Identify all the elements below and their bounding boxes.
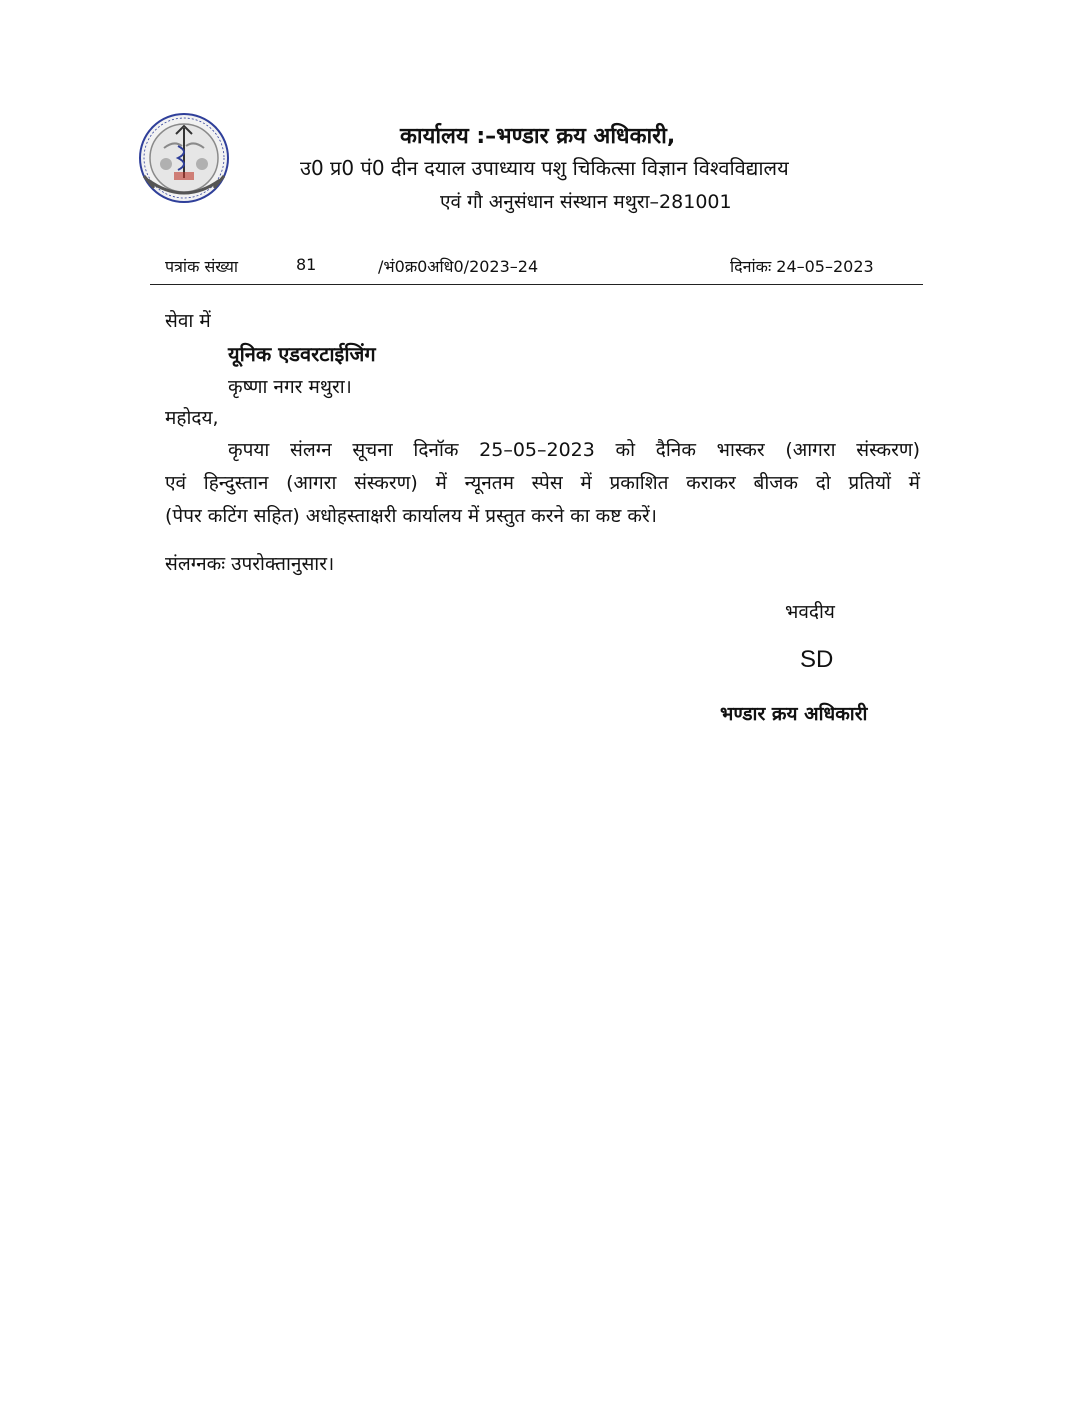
reference-code: /भं0क्र0अधि0/2023–24 xyxy=(378,257,539,276)
addressee-address: कृष्णा नगर मथुरा। xyxy=(228,376,352,398)
header-divider xyxy=(150,284,923,285)
university-seal-icon xyxy=(130,110,238,210)
office-title: कार्यालय :–भण्डार क्रय अधिकारी, xyxy=(400,124,676,149)
signature: SD xyxy=(800,646,834,673)
university-logo xyxy=(130,110,238,210)
salutation-to: सेवा में xyxy=(165,310,211,332)
body-line-3: (पेपर कटिंग सहित) अधोहस्ताक्षरी कार्यालय में प्रस्तुत करने का कष्ट करें। xyxy=(165,505,657,527)
addressee-name: यूनिक एडवरटाईजिंग xyxy=(228,342,376,366)
enclosure-note: संलग्नकः उपरोक्तानुसार। xyxy=(165,553,335,575)
letter-date: दिनांकः 24–05–2023 xyxy=(730,257,874,276)
institute-name: एवं गौ अनुसंधान संस्थान मथुरा–281001 xyxy=(440,191,732,213)
designation: भण्डार क्रय अधिकारी xyxy=(720,703,868,725)
body-line-2: एवं हिन्दुस्तान (आगरा संस्करण) में न्यूनतम स्पेस में प्रकाशित कराकर बीजक दो प्रतियों में xyxy=(165,472,920,494)
reference-label: पत्रांक संख्या xyxy=(165,257,239,276)
greeting: महोदय, xyxy=(165,407,219,429)
university-name: उ0 प्र0 पं0 दीन दयाल उपाध्याय पशु चिकित्सा विज्ञान विश्वविद्यालय xyxy=(300,156,789,180)
reference-number: 81 xyxy=(296,255,317,274)
closing: भवदीय xyxy=(785,601,835,623)
body-line-1: कृपया संलग्न सूचना दिनॉक 25–05–2023 को दैनिक भास्कर (आगरा संस्करण) xyxy=(228,439,920,461)
